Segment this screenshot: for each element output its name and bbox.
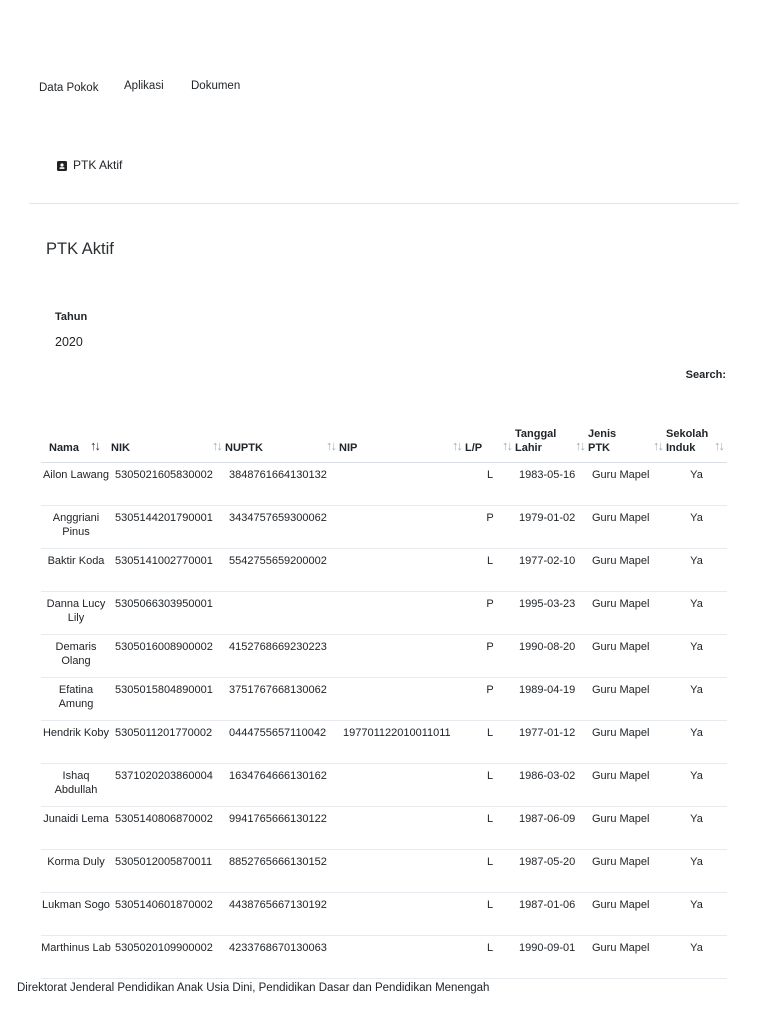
cell-nip (339, 549, 465, 592)
cell-tanggal-lahir: 1986-03-02 (515, 764, 588, 807)
table-row (41, 721, 727, 764)
cell-nik: 5305140806870002 (111, 807, 225, 850)
column-header-label: Sekolah Induk (666, 428, 709, 454)
column-header-nip[interactable] (339, 418, 465, 463)
table-body (41, 463, 727, 979)
cell-nip (339, 764, 465, 807)
cell-lp: P (465, 678, 515, 721)
cell-nip (339, 463, 465, 506)
cell-nama: Anggriani Pinus (41, 506, 111, 549)
cell-tanggal-lahir: 1983-05-16 (515, 463, 588, 506)
table-header-row (41, 418, 727, 463)
cell-sekolah-induk: Ya (666, 893, 727, 936)
sort-arrows-icon[interactable]: ↑↓ (575, 438, 584, 453)
table-row (41, 506, 727, 549)
cell-nama: Danna Lucy Lily (41, 592, 111, 635)
column-header-label: Nama (49, 442, 79, 454)
column-header-label: NUPTK (225, 442, 263, 454)
cell-sekolah-induk: Ya (666, 807, 727, 850)
cell-lp: P (465, 592, 515, 635)
column-header-nama[interactable] (41, 418, 111, 463)
table-row (41, 635, 727, 678)
year-filter-label: Tahun (55, 311, 88, 323)
cell-sekolah-induk: Ya (666, 635, 727, 678)
cell-tanggal-lahir: 1989-04-19 (515, 678, 588, 721)
column-header-label: Jenis PTK (588, 428, 617, 454)
cell-jenis-ptk: Guru Mapel (588, 506, 666, 549)
breadcrumb (57, 158, 122, 172)
cell-nip (339, 807, 465, 850)
breadcrumb-label[interactable]: PTK Aktif (73, 158, 123, 172)
cell-jenis-ptk: Guru Mapel (588, 721, 666, 764)
header-divider (29, 203, 739, 204)
cell-nama: Demaris Olang (41, 635, 111, 678)
sort-arrows-icon[interactable]: ↑↓ (452, 438, 461, 453)
cell-lp: L (465, 549, 515, 592)
cell-tanggal-lahir: 1977-01-12 (515, 721, 588, 764)
cell-nuptk: 4152768669230223 (225, 635, 339, 678)
cell-lp: L (465, 936, 515, 979)
sort-arrows-icon[interactable]: ↑↓ (502, 438, 511, 453)
cell-nip (339, 635, 465, 678)
cell-jenis-ptk: Guru Mapel (588, 635, 666, 678)
cell-tanggal-lahir: 1987-06-09 (515, 807, 588, 850)
table-row (41, 549, 727, 592)
cell-nik: 5305016008900002 (111, 635, 225, 678)
cell-nik: 5305141002770001 (111, 549, 225, 592)
cell-sekolah-induk: Ya (666, 850, 727, 893)
sort-arrows-icon[interactable]: ↑↓ (212, 438, 221, 453)
cell-nuptk: 3848761664130132 (225, 463, 339, 506)
cell-lp: L (465, 463, 515, 506)
cell-tanggal-lahir: 1987-01-06 (515, 893, 588, 936)
id-card-icon (57, 160, 67, 170)
cell-nip (339, 592, 465, 635)
table-row (41, 463, 727, 506)
cell-sekolah-induk: Ya (666, 936, 727, 979)
cell-jenis-ptk: Guru Mapel (588, 936, 666, 979)
cell-lp: P (465, 635, 515, 678)
table-row (41, 592, 727, 635)
cell-lp: P (465, 506, 515, 549)
cell-nuptk: 3751767668130062 (225, 678, 339, 721)
cell-jenis-ptk: Guru Mapel (588, 893, 666, 936)
cell-nama: Baktir Koda (41, 549, 111, 592)
cell-nuptk: 4438765667130192 (225, 893, 339, 936)
cell-nip (339, 936, 465, 979)
top-nav (0, 80, 768, 100)
cell-sekolah-induk: Ya (666, 678, 727, 721)
cell-sekolah-induk: Ya (666, 506, 727, 549)
cell-nuptk: 5542755659200002 (225, 549, 339, 592)
column-header-label: NIK (111, 442, 130, 454)
column-header-label: Tanggal Lahir (515, 428, 557, 454)
cell-lp: L (465, 807, 515, 850)
column-header-sekolah-induk[interactable] (666, 418, 727, 463)
sort-arrows-icon[interactable]: ↑↓ (714, 438, 723, 453)
column-header-nuptk[interactable] (225, 418, 339, 463)
cell-nama: Ishaq Abdullah (41, 764, 111, 807)
table-row (41, 850, 727, 893)
cell-sekolah-induk: Ya (666, 592, 727, 635)
cell-nik: 5305015804890001 (111, 678, 225, 721)
cell-jenis-ptk: Guru Mapel (588, 549, 666, 592)
cell-nama: Hendrik Koby (41, 721, 111, 764)
nav-dokumen[interactable]: Dokumen (191, 80, 241, 92)
sort-arrows-icon[interactable]: ↑↓ (653, 438, 662, 453)
cell-nik: 5371020203860004 (111, 764, 225, 807)
cell-nip (339, 850, 465, 893)
cell-tanggal-lahir: 1990-09-01 (515, 936, 588, 979)
cell-nuptk: 4233768670130063 (225, 936, 339, 979)
cell-sekolah-induk: Ya (666, 721, 727, 764)
cell-nik: 5305021605830002 (111, 463, 225, 506)
year-filter-value[interactable]: 2020 (55, 335, 83, 349)
cell-sekolah-induk: Ya (666, 549, 727, 592)
cell-sekolah-induk: Ya (666, 463, 727, 506)
table-row (41, 678, 727, 721)
cell-jenis-ptk: Guru Mapel (588, 850, 666, 893)
cell-nama: Lukman Sogo (41, 893, 111, 936)
cell-nuptk: 3434757659300062 (225, 506, 339, 549)
cell-nuptk: 8852765666130152 (225, 850, 339, 893)
column-header-lp[interactable] (465, 418, 515, 463)
page-title: PTK Aktif (46, 240, 114, 258)
column-header-label: NIP (339, 442, 358, 454)
cell-nuptk: 9941765666130122 (225, 807, 339, 850)
cell-tanggal-lahir: 1990-08-20 (515, 635, 588, 678)
cell-nip (339, 893, 465, 936)
cell-nik: 5305020109900002 (111, 936, 225, 979)
cell-nik: 5305011201770002 (111, 721, 225, 764)
nav-aplikasi[interactable]: Aplikasi (124, 80, 164, 92)
column-header-jenis-ptk[interactable] (588, 418, 666, 463)
cell-lp: L (465, 850, 515, 893)
cell-nama: Marthinus Lab (41, 936, 111, 979)
column-header-label: L/P (465, 442, 483, 454)
footer-text: Direktorat Jenderal Pendidikan Anak Usia Dini, Pendidikan Dasar dan Pendidikan Menengah (17, 982, 490, 994)
cell-nik: 5305066303950001 (111, 592, 225, 635)
cell-lp: L (465, 893, 515, 936)
table-row (41, 807, 727, 850)
cell-nik: 5305012005870011 (111, 850, 225, 893)
cell-jenis-ptk: Guru Mapel (588, 678, 666, 721)
cell-nama: Efatina Amung (41, 678, 111, 721)
cell-lp: L (465, 721, 515, 764)
sort-arrows-icon[interactable]: ↑↓ (326, 438, 335, 453)
cell-nuptk (225, 592, 339, 635)
cell-jenis-ptk: Guru Mapel (588, 463, 666, 506)
column-header-tanggal-lahir[interactable] (515, 418, 588, 463)
cell-nama: Junaidi Lema (41, 807, 111, 850)
table-row (41, 936, 727, 979)
column-header-nik[interactable] (111, 418, 225, 463)
ptk-table (41, 418, 727, 979)
cell-nuptk: 0444755657110042 (225, 721, 339, 764)
cell-nip (339, 506, 465, 549)
cell-tanggal-lahir: 1987-05-20 (515, 850, 588, 893)
nav-data-pokok[interactable]: Data Pokok (39, 82, 99, 94)
cell-nama: Ailon Lawang (41, 463, 111, 506)
table-row (41, 764, 727, 807)
table-row (41, 893, 727, 936)
cell-nuptk: 1634764666130162 (225, 764, 339, 807)
cell-nik: 5305144201790001 (111, 506, 225, 549)
cell-sekolah-induk: Ya (666, 764, 727, 807)
cell-nip: 197701122010011011 (339, 721, 465, 764)
cell-tanggal-lahir: 1979-01-02 (515, 506, 588, 549)
cell-nip (339, 678, 465, 721)
cell-jenis-ptk: Guru Mapel (588, 592, 666, 635)
cell-nama: Korma Duly (41, 850, 111, 893)
cell-lp: L (465, 764, 515, 807)
cell-tanggal-lahir: 1995-03-23 (515, 592, 588, 635)
sort-arrows-icon[interactable]: ↑↓ (90, 438, 99, 453)
search-label: Search: (685, 369, 726, 381)
cell-nik: 5305140601870002 (111, 893, 225, 936)
cell-tanggal-lahir: 1977-02-10 (515, 549, 588, 592)
cell-jenis-ptk: Guru Mapel (588, 807, 666, 850)
cell-jenis-ptk: Guru Mapel (588, 764, 666, 807)
